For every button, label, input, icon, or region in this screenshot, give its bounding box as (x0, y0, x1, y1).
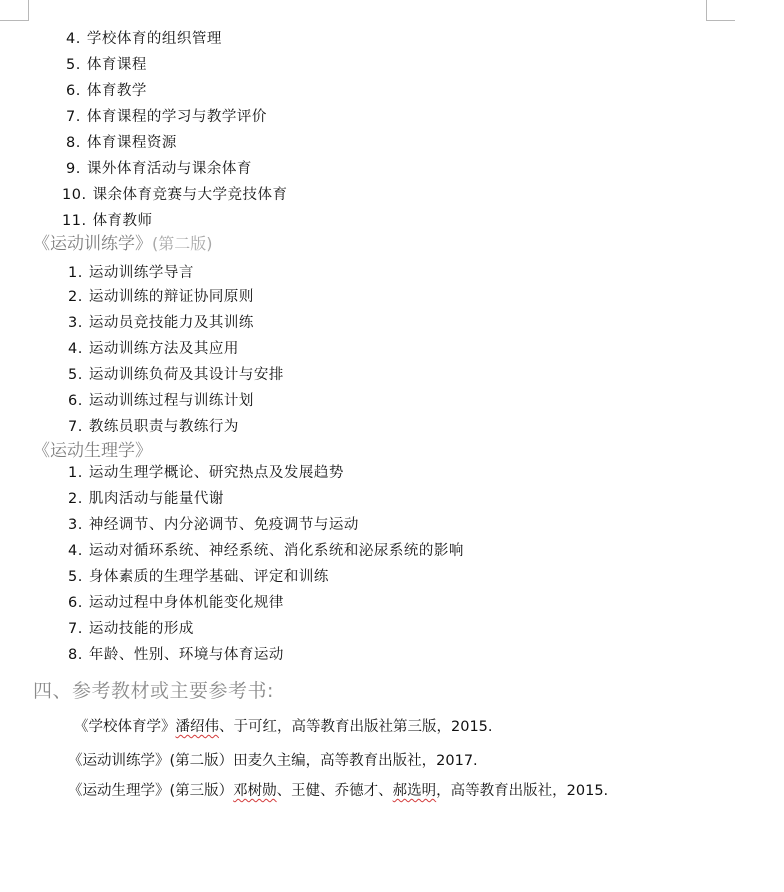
page-corner-mark-left (0, 0, 29, 21)
section-heading-references: 四、参考教材或主要参考书: (33, 680, 274, 702)
reference-item: 《运动生理学》(第三版）邓树勋、王健、乔德才、郝选明，高等教育出版社，2015. (68, 783, 609, 799)
book-heading-physiology: 《运动生理学》 (33, 441, 152, 461)
list-item: 7. 教练员职责与教练行为 (68, 419, 239, 435)
list-item: 8. 体育课程资源 (66, 135, 177, 151)
list-item: 3. 运动员竞技能力及其训练 (68, 315, 254, 331)
list-item: 1. 运动生理学概论、研究热点及发展趋势 (68, 465, 344, 481)
reference-item: 《运动训练学》(第二版）田麦久主编，高等教育出版社，2017. (68, 753, 478, 769)
list-item: 5. 身体素质的生理学基础、评定和训练 (68, 569, 329, 585)
list-item: 10. 课余体育竞赛与大学竞技体育 (62, 187, 288, 203)
list-item: 6. 运动过程中身体机能变化规律 (68, 595, 284, 611)
book-heading-training: 《运动训练学》(第二版) (33, 234, 213, 254)
reference-item: 《学校体育学》潘绍伟、于可红，高等教育出版社第三版，2015. (74, 719, 493, 735)
list-item: 7. 体育课程的学习与教学评价 (66, 109, 267, 125)
list-item: 3. 神经调节、内分泌调节、免疫调节与运动 (68, 517, 359, 533)
list-item: 2. 运动训练的辩证协同原则 (68, 289, 254, 305)
list-item: 5. 体育课程 (66, 57, 147, 73)
list-item: 9. 课外体育活动与课余体育 (66, 161, 252, 177)
list-item: 4. 学校体育的组织管理 (66, 31, 222, 47)
list-item: 6. 体育教学 (66, 83, 147, 99)
list-item: 1. 运动训练学导言 (68, 265, 194, 281)
spellcheck-underline: 郝选明 (392, 783, 437, 799)
list-item: 4. 运动对循环系统、神经系统、消化系统和泌尿系统的影响 (68, 543, 464, 559)
list-item: 2. 肌肉活动与能量代谢 (68, 491, 224, 507)
page-corner-mark-right (706, 0, 735, 21)
list-item: 7. 运动技能的形成 (68, 621, 194, 637)
list-item: 8. 年龄、性别、环境与体育运动 (68, 647, 284, 663)
list-item: 5. 运动训练负荷及其设计与安排 (68, 367, 284, 383)
spellcheck-underline: 潘绍伟 (175, 719, 219, 735)
list-item: 4. 运动训练方法及其应用 (68, 341, 239, 357)
list-item: 11. 体育教师 (62, 213, 153, 229)
spellcheck-underline: 邓树勋 (233, 783, 277, 799)
list-item: 6. 运动训练过程与训练计划 (68, 393, 254, 409)
